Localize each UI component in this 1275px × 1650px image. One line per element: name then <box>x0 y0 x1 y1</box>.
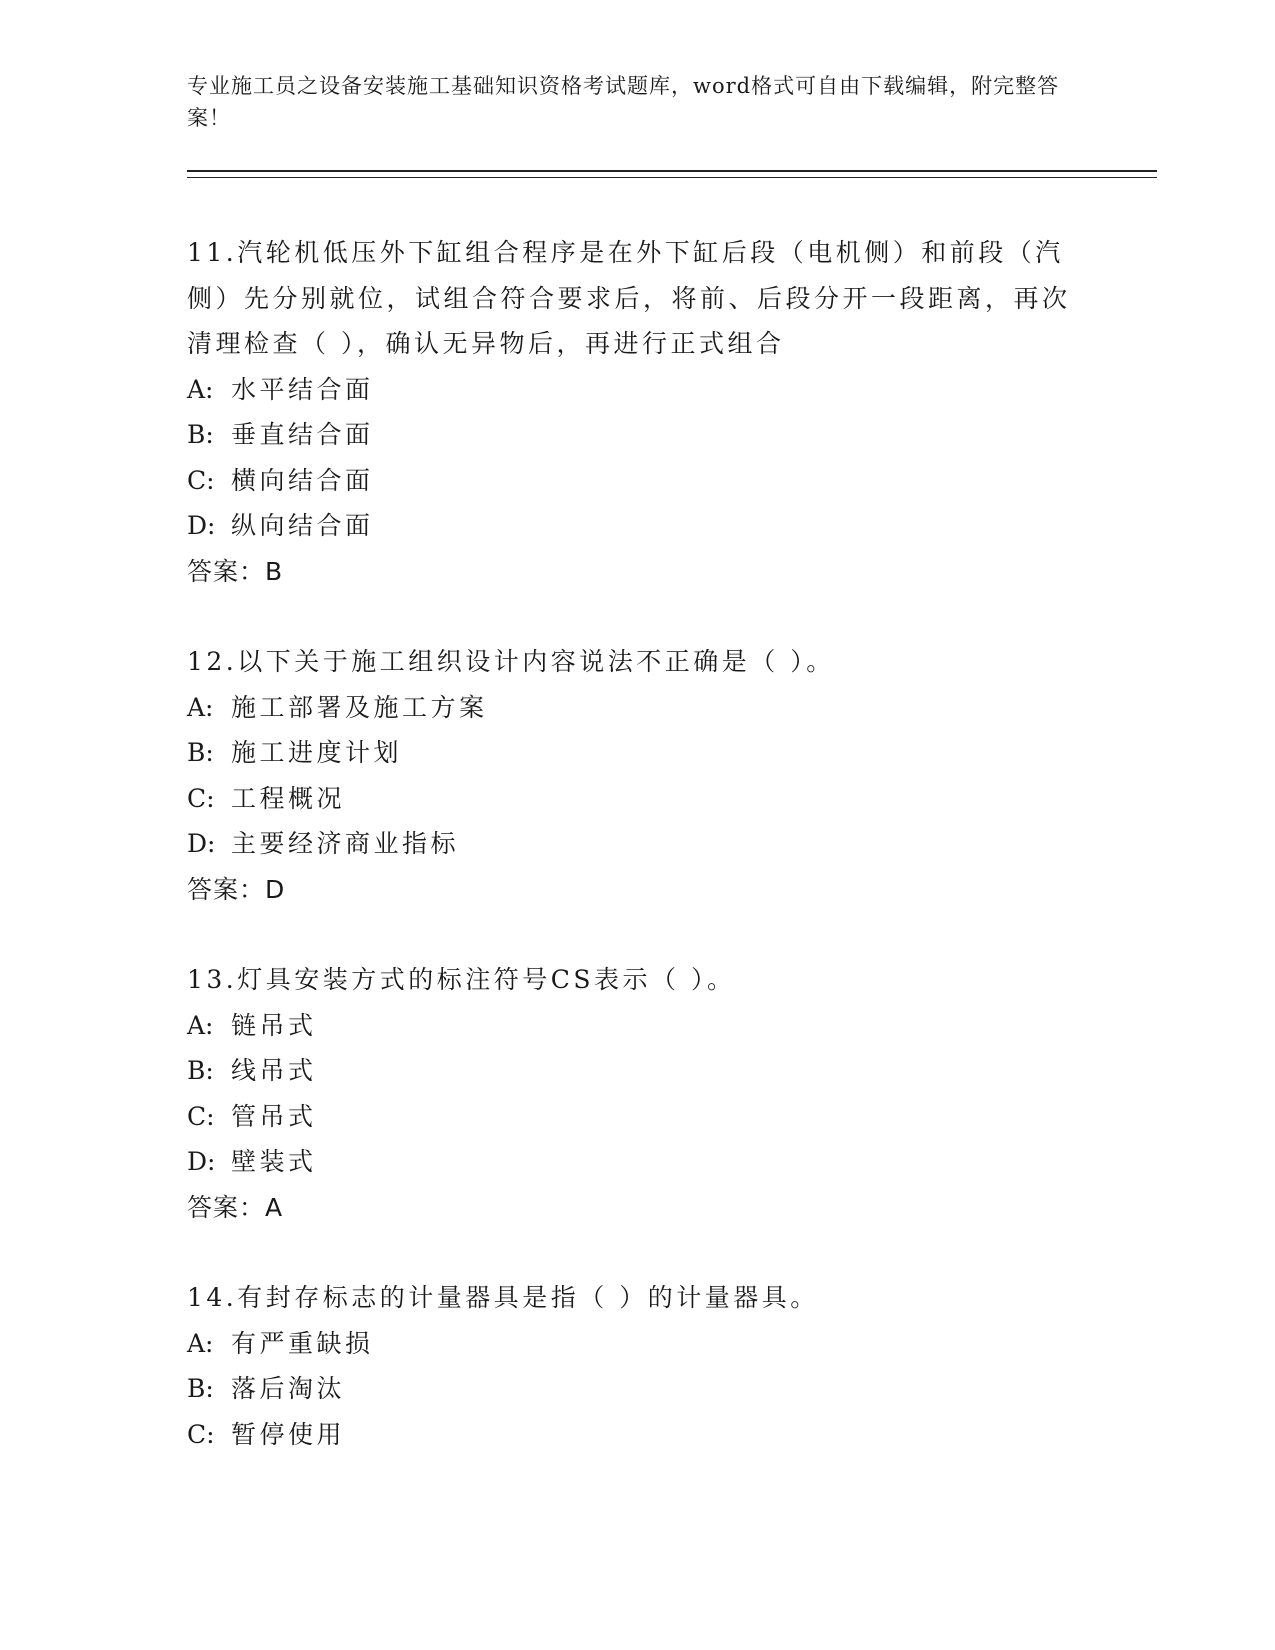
option-d <box>187 821 1157 867</box>
option-a <box>187 367 1157 413</box>
option-a <box>187 1321 1157 1367</box>
option-label: A: <box>187 374 214 404</box>
option-c <box>187 1094 1157 1140</box>
question-13 <box>187 957 1157 1230</box>
option-text: 施工进度计划 <box>231 738 403 767</box>
option-label: C: <box>187 1419 215 1449</box>
answer-line <box>187 867 1157 913</box>
answer-line <box>187 1185 1157 1231</box>
option-text: 暂停使用 <box>231 1419 346 1449</box>
option-text: 垂直结合面 <box>231 420 374 449</box>
answer-line <box>187 549 1157 595</box>
answer-value: B <box>265 556 283 586</box>
option-label: B: <box>187 738 214 767</box>
answer-value: A <box>265 1192 283 1222</box>
document-page <box>187 70 1157 1502</box>
option-c <box>187 776 1157 822</box>
document-header: 专业施工员之设备安装施工基础知识资格考试题库，word格式可自由下载编辑，附完整答案！ <box>187 74 1060 130</box>
option-text: 链吊式 <box>231 1010 317 1040</box>
answer-label: 答案： <box>187 1192 266 1222</box>
option-label: C: <box>187 465 215 495</box>
question-stem: 12.以下关于施工组织设计内容说法不正确是（ ）。 <box>187 647 835 676</box>
option-b <box>187 1048 1157 1094</box>
option-a <box>187 1003 1157 1049</box>
option-label: A: <box>187 692 214 722</box>
option-label: A: <box>187 1010 214 1040</box>
option-text: 管吊式 <box>231 1101 317 1131</box>
option-label: B: <box>187 1056 214 1085</box>
option-d <box>187 1139 1157 1185</box>
option-b <box>187 730 1157 776</box>
option-b <box>187 1366 1157 1412</box>
option-label: C: <box>187 1101 215 1131</box>
option-text: 工程概况 <box>231 783 346 813</box>
question-14 <box>187 1275 1157 1457</box>
option-label: D: <box>187 511 216 540</box>
option-label: D: <box>187 829 216 858</box>
option-b <box>187 412 1157 458</box>
question-stem: 14.有封存标志的计量器具是指（ ）的计量器具。 <box>187 1283 819 1312</box>
option-text: 主要经济商业指标 <box>231 829 460 858</box>
question-stem: 11.汽轮机低压外下缸组合程序是在外下缸后段（电机侧）和前段（汽侧）先分别就位，试组合符合要求后，将前、后段分开一段距离，再次清理检查（ ），确认无异物后，再进行正式组合 <box>187 238 1071 358</box>
question-list <box>187 230 1157 1457</box>
option-label: A: <box>187 1328 214 1358</box>
option-label: C: <box>187 783 215 813</box>
answer-label: 答案： <box>187 556 266 586</box>
option-d <box>187 503 1157 549</box>
question-12 <box>187 639 1157 912</box>
answer-value: D <box>265 874 285 904</box>
option-c <box>187 1412 1157 1458</box>
option-text: 线吊式 <box>231 1056 317 1085</box>
option-text: 有严重缺损 <box>231 1328 374 1358</box>
question-11 <box>187 230 1157 594</box>
option-text: 施工部署及施工方案 <box>231 692 488 722</box>
option-c <box>187 458 1157 504</box>
option-label: B: <box>187 420 214 449</box>
option-label: B: <box>187 1374 214 1403</box>
option-text: 壁装式 <box>231 1147 317 1176</box>
option-text: 水平结合面 <box>231 374 374 404</box>
option-a <box>187 685 1157 731</box>
option-text: 纵向结合面 <box>231 511 374 540</box>
answer-label: 答案： <box>187 874 266 904</box>
option-label: D: <box>187 1147 216 1176</box>
option-text: 落后淘汰 <box>231 1374 346 1403</box>
option-text: 横向结合面 <box>231 465 374 495</box>
question-stem: 13.灯具安装方式的标注符号CS表示（ ）。 <box>187 965 736 994</box>
header-divider <box>187 170 1157 178</box>
